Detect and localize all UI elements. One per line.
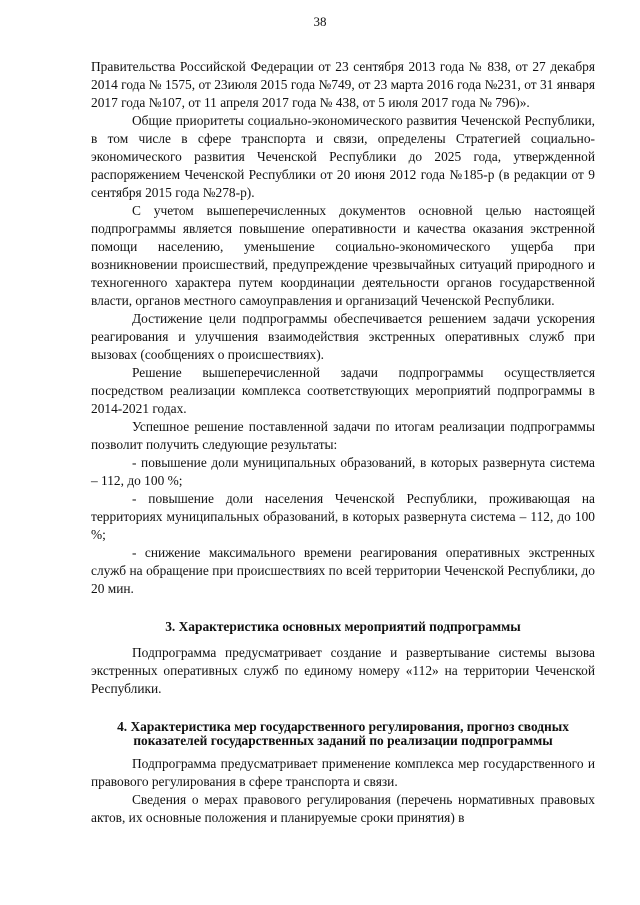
page-number: 38 — [313, 14, 327, 29]
paragraph-6: Успешное решение поставленной задачи по итогам реализации подпрограммы позволит получить следующие результаты: — [91, 419, 595, 452]
section-heading-3: 3. Характеристика основных мероприятий подпрограммы — [165, 619, 521, 634]
body-text — [91, 58, 595, 827]
paragraph-3: С учетом вышеперечисленных документов основной целью настоящей подпрограммы является повышение оперативности и качества оказания экстренной помощи населению, уменьшение социально-экономического ущерба при возникновении происшествий, предупреждение чрезвычайных ситуаций природного и техногенного характера путем координации деятельности органов государственной власти, органов местного самоуправления и организаций Чеченской Республики. — [91, 203, 595, 308]
paragraph-5: Решение вышеперечисленной задачи подпрограммы осуществляется посредством реализации комплекса соответствующих мероприятий подпрограммы в 2014-2021 годах. — [91, 365, 595, 416]
list-item-result-1: - повышение доли муниципальных образований, в которых развернута система – 112, до 100 %; — [91, 455, 595, 488]
paragraph-2: Общие приоритеты социально-экономического развития Чеченской Республики, в том числе в сфере транспорта и связи, определены Стратегией социально-экономического развития Чеченской Республики до 2025 года, утвержденной распоряжением Чеченской Республики от 20 июня 2012 года №185-р (в редакции от 9 сентября 2015 года №278-р). — [91, 113, 595, 200]
paragraph-12: Сведения о мерах правового регулирования (перечень нормативных правовых актов, их основные положения и планируемые сроки принятия) в — [91, 792, 595, 825]
section-heading-4: 4. Характеристика мер государственного регулирования, прогноз сводных показателей государственных заданий по реализации подпрограммы — [117, 719, 569, 748]
list-item-result-2: - повышение доли населения Чеченской Республики, проживающая на территориях муниципальных образований, в которых развернута система – 112, до 100 %; — [91, 491, 595, 542]
paragraph-1: Правительства Российской Федерации от 23 сентября 2013 года № 838, от 27 декабря 2014 года № 1575, от 23июля 2015 года №749, от 23 марта 2016 года №231, от 31 января 2017 года №107, от 11 апреля 2017 года № 438, от 5 июля 2017 года № 796)». — [91, 59, 595, 110]
paragraph-11: Подпрограмма предусматривает применение комплекса мер государственного и правового регулирования в сфере транспорта и связи. — [91, 756, 595, 789]
list-item-result-3: - снижение максимального времени реагирования оперативных экстренных служб на обращение при происшествиях по всей территории Чеченской Республики, до 20 мин. — [91, 545, 595, 596]
paragraph-10: Подпрограмма предусматривает создание и развертывание системы вызова экстренных оперативных служб по единому номеру «112» на территории Чеченской Республики. — [91, 645, 595, 696]
paragraph-4: Достижение цели подпрограммы обеспечивается решением задачи ускорения реагирования и улучшения взаимодействия экстренных оперативных служб при вызовах (сообщениях о происшествиях). — [91, 311, 595, 362]
